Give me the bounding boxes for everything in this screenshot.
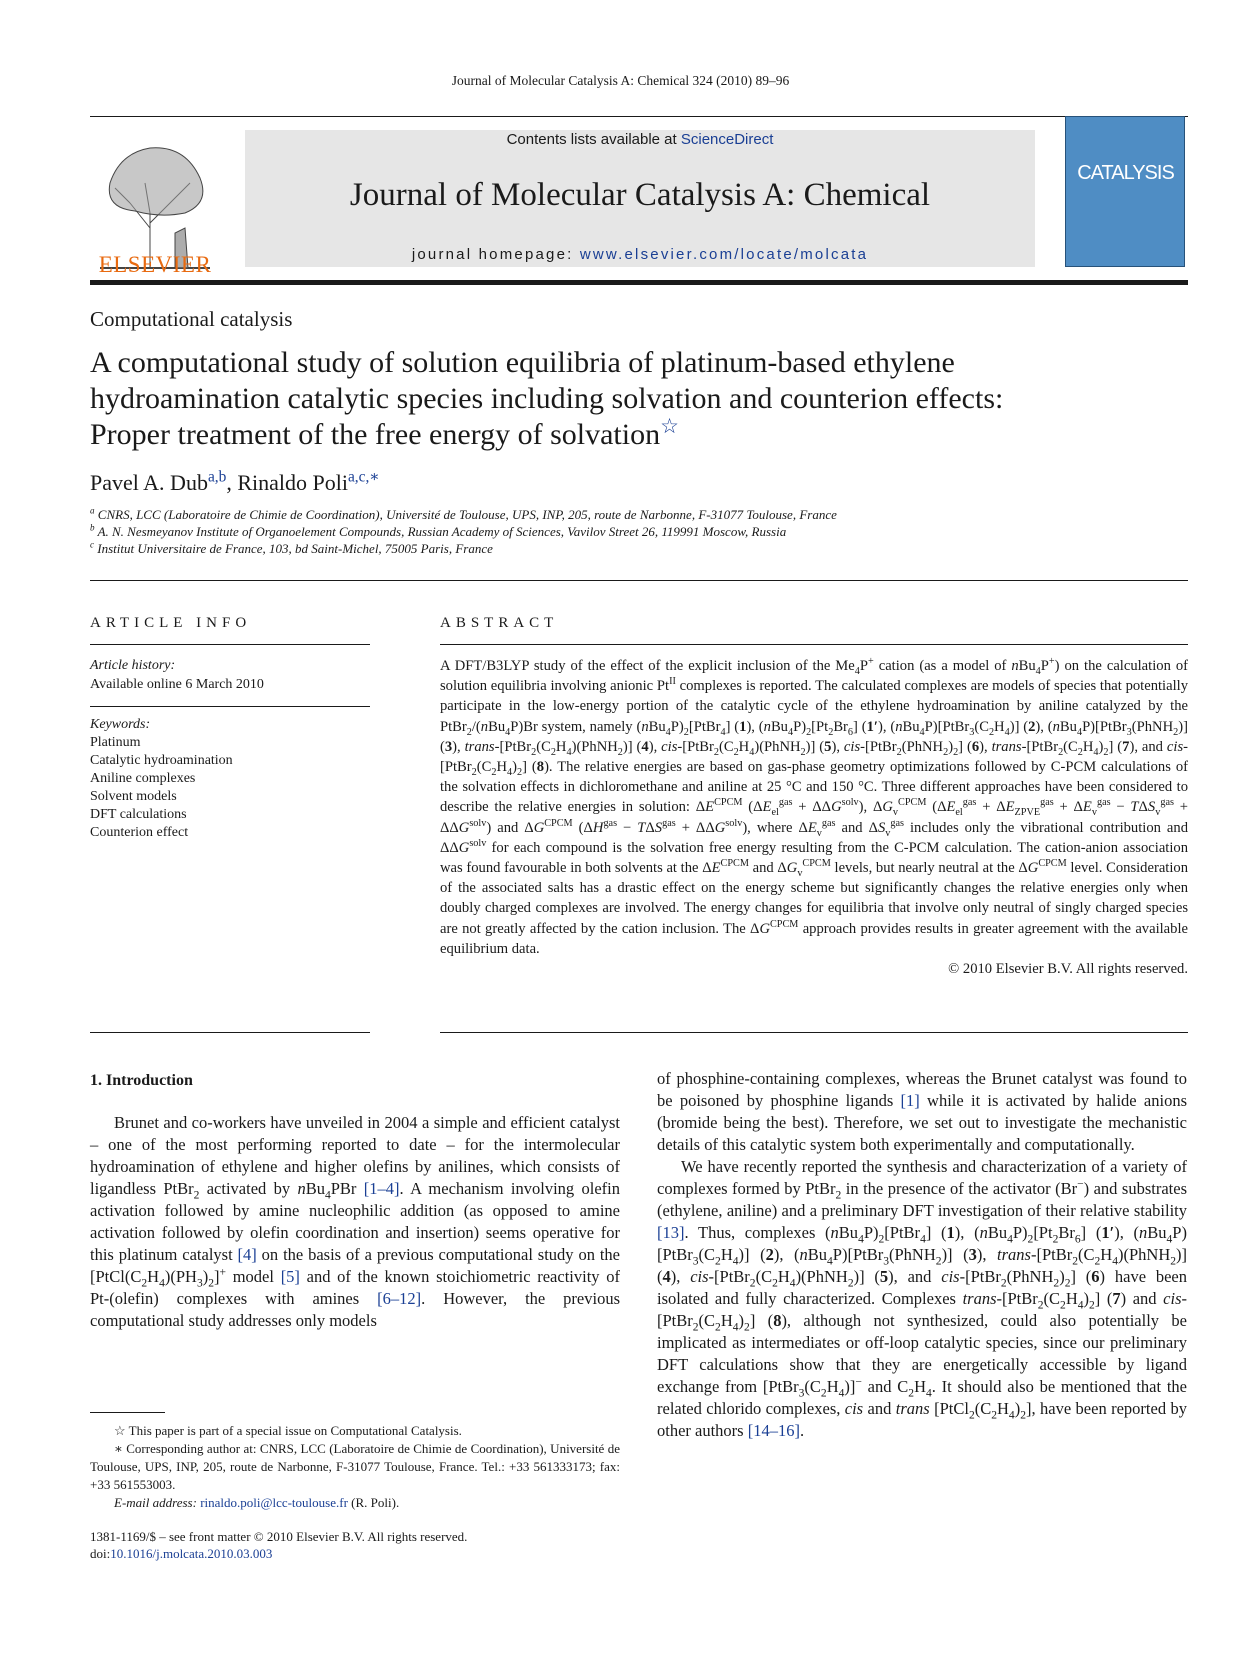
citation-link[interactable]: [14–16]	[747, 1421, 800, 1440]
intro-heading: 1. Introduction	[90, 1072, 193, 1089]
homepage-line	[245, 246, 1035, 263]
author-poli: Rinaldo Poli	[237, 470, 348, 495]
journal-name: Journal of Molecular Catalysis A: Chemical	[349, 177, 931, 213]
doi-link[interactable]: 10.1016/j.molcata.2010.03.003	[110, 1546, 273, 1561]
affil-text-b: A. N. Nesmeyanov Institute of Organoelement Compounds, Russian Academy of Sciences, Vavilov Street 26, 119991 Moscow, Russia	[97, 524, 787, 539]
abstract-body: A DFT/B3LYP study of the effect of the explicit inclusion of the $Me_4P^+$ cation (as a model of nBu$_4$P+) on the calculation of solution equilibria involving anionic $Pt^{II}$ complexes is reported. The calculated complexes are models of species that potentially participate in the low-energy portion of the catalytic cycle of the ethylene hydroamination by aniline catalyzed by the PtBr$_2$/(nBu$_4$P)Br system, namely $(nBu_4P)_2[PtBr_4]$ (1), $(nBu_4P)_2[Pt_2Br_6]$ (1′), $(nBu_4P)[PtBr_3(C_2H_4)]$ (2), (nBu$_4$P)[PtBr$_3$(PhNH$_2$)] (3), trans-$[PtBr_2(C_2H_4)(PhNH_2)]$ (4), cis-$[PtBr_2(C_2H_4)(PhNH_2)]$ (5), cis-$[PtBr_2(PhNH_2)_2]$ (6), trans-$[PtBr_2(C_2H_4)_2]$ (7), and cis-$[PtBr_2(C_2H_4)_2]$ (8). The relative energies are based on gas-phase geometry optimizations followed by C-PCM calculations of the solvation effects in dichloromethane and aniline at 25 °C and 150 °C. Three different approaches have been considered to describe the relative energies in solution: $\Delta E^{CPCM}$ $(\Delta E_{el}^{gas} + \Delta\Delta G^{solv})$, $\Delta G_v^{CPCM}$ $(\Delta E_{el}^{gas} + \Delta E_{ZPVE}^{gas} + \Delta E_v^{gas} - T\Delta S_v^{gas} + \Delta\Delta G^{solv})$ and $\Delta G^{CPCM}$ $(\Delta H^{gas} - T\Delta S^{gas} + \Delta\Delta G^{solv})$, where $\Delta E_v^{gas}$ and $\Delta S_v^{gas}$ includes only the vibrational contribution and $\Delta\Delta G^{solv}$ for each compound is the solvation free energy resulting from the C-PCM calculation. The cation-anion association was found favourable in both solvents at the $\Delta E^{CPCM}$ and $\Delta G_v^{CPCM}$ levels, but nearly neutral at the $\Delta G^{CPCM}$ level. Consideration of the associated salts has a drastic effect on the energy scheme but significantly changes the relative energies only when doubly charged complexes are involved. The energy changes for equilibria that involve only neutral of singly charged species are not greatly affected by the cation inclusion. The $\Delta G^{CPCM}$ approach provides results in greater agreement with the available equilibrium data. © 2010 Elsevier B.V. All rights reserved.	[440, 656, 1188, 979]
title-line-2: hydroamination catalytic species including solvation and counterion effects:	[90, 382, 1004, 415]
citation-link[interactable]: [1–4]	[363, 1179, 400, 1198]
abstract-rule-bottom	[440, 1032, 1188, 1033]
keyword: Aniline complexes	[90, 771, 196, 786]
keywords-label: Keywords:	[90, 717, 151, 732]
footnotes	[90, 1422, 620, 1512]
footnote-text-1: This paper is part of a special issue on Computational Catalysis.	[128, 1423, 462, 1438]
history-value: Available online 6 March 2010	[90, 677, 264, 692]
email-link[interactable]: rinaldo.poli@lcc-toulouse.fr	[200, 1495, 348, 1510]
keyword: Platinum	[90, 735, 141, 750]
contents-prefix: Contents lists available at	[506, 131, 681, 148]
info-rule-bottom	[90, 1032, 370, 1033]
citation-link[interactable]: [1]	[900, 1091, 920, 1110]
running-head: Journal of Molecular Catalysis A: Chemical 324 (2010) 89–96	[451, 73, 790, 88]
authors	[90, 470, 380, 496]
abstract-rule-top	[440, 644, 1188, 645]
footnote-rule	[90, 1412, 165, 1413]
history-label: Article history:	[90, 658, 176, 673]
issn-line: 1381-1169/$ – see front matter © 2010 Elsevier B.V. All rights reserved.	[90, 1529, 468, 1544]
footnote-text-2: Corresponding author at: CNRS, LCC (Laboratoire de Chimie de Coordination), Université de Toulouse, UPS, INP, 205, route de Narbonne, F-31077 Toulouse, France. Tel.: +33 561333173; fax: +33 561553003.	[90, 1441, 620, 1492]
footnote-asterisk-icon: ∗	[114, 1441, 127, 1456]
section-label: Computational catalysis	[90, 307, 293, 331]
publisher-name: ELSEVIER	[98, 252, 212, 277]
title-line-1: A computational study of solution equilibria of platinum-based ethylene	[90, 346, 955, 379]
cover-title: CATALYSIS	[1077, 162, 1174, 184]
keywords	[90, 716, 233, 842]
citation-link[interactable]: [5]	[280, 1267, 300, 1286]
author-poli-affil[interactable]: a,c,∗	[347, 468, 380, 486]
title-footnote-mark[interactable]: ☆	[660, 414, 679, 438]
affiliation-b	[90, 524, 786, 540]
intro-paragraph-1-cont: of phosphine-containing complexes, whereas the Brunet catalyst was found to be poisoned by phosphine ligands [1] while it is activated by halide anions (bromide being the best). Therefore, we set out to investigate the mechanistic details of this catalytic system both experimentally and computationally.	[657, 1069, 1187, 1154]
affiliation-a	[90, 507, 837, 523]
affil-text-a: CNRS, LCC (Laboratoire de Chimie de Coordination), Université de Toulouse, UPS, INP, 205, route de Narbonne, F-31077 Toulouse, France	[97, 507, 837, 522]
keyword: Solvent models	[90, 789, 177, 804]
homepage-prefix: journal homepage:	[411, 246, 580, 263]
affiliation-rule	[90, 580, 1188, 581]
homepage-link[interactable]: www.elsevier.com/locate/molcata	[579, 246, 869, 263]
issn-doi-block	[90, 1528, 467, 1562]
citation-link[interactable]: [13]	[657, 1223, 685, 1242]
contents-line	[245, 131, 1035, 148]
doi-line	[90, 1545, 467, 1562]
article-title	[90, 345, 1190, 453]
abstract-copyright: © 2010 Elsevier B.V. All rights reserved.	[948, 961, 1188, 978]
title-line-3: Proper treatment of the free energy of solvation	[90, 418, 661, 451]
footnote-special-issue	[90, 1422, 620, 1440]
author-dub: Pavel A. Dub	[90, 470, 208, 495]
author-dub-affil[interactable]: a,b	[207, 468, 227, 486]
journal-cover	[1065, 116, 1185, 267]
intro-paragraph-2: We have recently reported the synthesis and characterization of a variety of complexes formed by PtBr$_2$ in the presence of the activator (Br−) and substrates (ethylene, aniline) and a preliminary DFT investigation of their relative stability [13]. Thus, complexes $(nBu_4P)_2[PtBr_4]$ (1), $(nBu_4P)_2[Pt_2Br_6]$ (1′), $(nBu_4P)[PtBr_3(C_2H_4)]$ (2), (nBu$_4$P)[PtBr$_3$(PhNH$_2$)] (3), trans-$[PtBr_2(C_2H_4)(PhNH_2)]$ (4), cis-$[PtBr_2(C_2H_4)(PhNH_2)]$ (5), and cis-$[PtBr_2(PhNH_2)_2]$ (6) have been isolated and fully characterized. Complexes trans-$[PtBr_2(C_2H_4)_2]$ (7) and cis-$[PtBr_2(C_2H_4)_2]$ (8), although not synthesized, could also potentially be implicated as intermediates or off-loop catalytic species, since our preliminary DFT calculations show that they are energetically accessible by ligand exchange from $[PtBr_3(C_2H_4)]^-$ and $C_2H_4$. It should also be mentioned that the related chlorido complexes, cis and trans $[PtCl_2(C_2H_4)_2]$, have been reported by other authors [14–16].	[657, 1157, 1188, 1440]
header-rule-top	[90, 116, 1188, 117]
doi-label: doi:	[90, 1546, 111, 1561]
footnote-corresponding	[90, 1440, 620, 1494]
abstract-heading: ABSTRACT	[440, 615, 559, 631]
sciencedirect-link[interactable]: ScienceDirect	[680, 131, 774, 148]
keyword: Counterion effect	[90, 825, 189, 840]
citation-link[interactable]: [6–12]	[377, 1289, 422, 1308]
intro-column-1	[90, 1112, 620, 1332]
footnote-email	[90, 1494, 620, 1512]
author-separator: ,	[226, 470, 238, 495]
intro-paragraph-1: Brunet and co-workers have unveiled in 2004 a simple and efficient catalyst – one of the most performing reported to date – for the intermolecular hydroamination of ethylene and higher olefins by anilines, which consists of ligandless PtBr$_2$ activated by nBu$_4$PBr [1–4]. A mechanism involving olefin activation followed by amine nucleophilic addition (as opposed to amine activation followed by olefin coordination and insertion) seems operative for this platinum catalyst [4] on the basis of a previous computational study on the $[PtCl(C_2H_4)(PH_3)_2]^+$ model [5] and of the known stoichiometric reactivity of Pt-(olefin) complexes with amines [6–12]. However, the previous computational study addresses only models	[90, 1113, 620, 1330]
info-rule-1	[90, 644, 370, 645]
keyword: DFT calculations	[90, 807, 187, 822]
email-suffix: (R. Poli).	[347, 1495, 400, 1510]
email-label: E-mail address:	[114, 1495, 201, 1510]
affil-mark-c: c	[90, 539, 95, 550]
citation-link[interactable]: [4]	[237, 1245, 257, 1264]
intro-column-2	[657, 1068, 1187, 1442]
affil-mark-a: a	[90, 505, 95, 516]
footnote-star-icon: ☆	[114, 1423, 129, 1438]
article-info-heading: ARTICLE INFO	[90, 615, 252, 631]
article-history	[90, 656, 264, 694]
info-rule-2	[90, 706, 370, 707]
affil-text-c: Institut Universitaire de France, 103, bd Saint-Michel, 75005 Paris, France	[97, 541, 493, 556]
keyword: Catalytic hydroamination	[90, 753, 233, 768]
header-rule-thick	[90, 280, 1188, 285]
affil-mark-b: b	[90, 522, 95, 533]
affiliation-c	[90, 541, 493, 557]
